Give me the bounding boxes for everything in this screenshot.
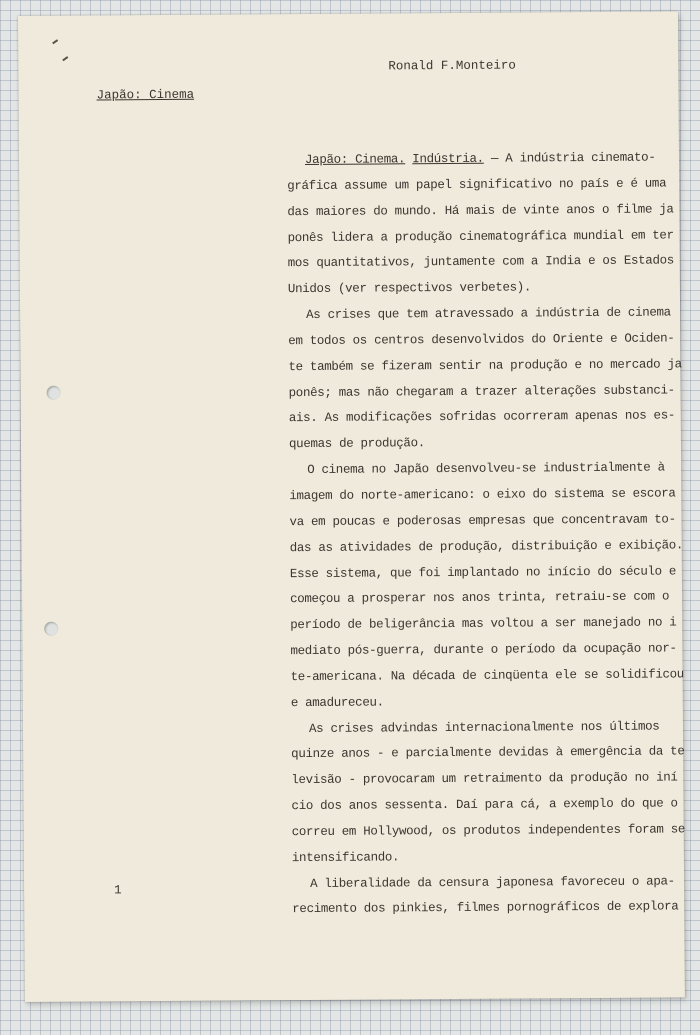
text-line: As crises advindas internacionalmente nos últimos — [308, 719, 660, 736]
text-line: quinze anos - e parcialmente devidas à emergência da te — [291, 744, 685, 762]
paragraph — [288, 301, 682, 459]
text-line: te-americana. Na década de cinqüenta ele se solidificou — [290, 667, 684, 684]
paragraph — [289, 456, 684, 717]
text-line: ais. As modificações sofridas ocorreram apenas nos es- — [288, 408, 676, 426]
text-line: intensificando. — [291, 850, 400, 865]
text-line: O cinema no Japão desenvolveu-se industrialmente à — [307, 460, 665, 478]
text-line: gráfica assume um papel significativo no país e é uma — [287, 176, 667, 193]
text-line: das as atividades de produção, distribuição e exibição. — [289, 538, 684, 555]
text-line: Esse sistema, que foi implantado no início do século e — [289, 563, 677, 581]
text-line: começou a prosperar nos anos trinta, retraiu-se com o — [290, 589, 670, 607]
text-line: em todos os centros desenvolvidos do Oriente e Ociden- — [288, 331, 675, 349]
text-line: correu em Hollywood, os produtos independentes foram se — [291, 822, 686, 840]
text-line: levisão - provocaram um retraimento da produção no iní — [291, 770, 678, 788]
page-number: 1 — [114, 883, 122, 898]
heading-dash: — — [490, 151, 499, 166]
punch-hole — [47, 386, 61, 400]
text-line: Unidos (ver respectivos verbetes). — [287, 280, 532, 297]
text-line: recimento dos pinkies, filmes pornográficos de explora — [292, 899, 679, 917]
text-line: As crises que tem atravessado a indústria de cinema — [306, 305, 671, 323]
text-line: das maiores do mundo. Há mais de vinte anos o filme ja — [287, 202, 674, 219]
text-line: ponês lidera a produção cinematográfica mundial em ter — [287, 227, 674, 245]
text-line: e amadureceu. — [290, 695, 384, 710]
paragraph — [291, 714, 686, 872]
pencil-mark — [52, 39, 58, 44]
text-line: A indústria cinemato- — [505, 150, 656, 166]
text-line: imagem do norte-americano: o eixo do sistema se escora — [289, 486, 676, 504]
text-line: mediato pós-guerra, durante o período da ocupação nor- — [290, 641, 677, 659]
document-body — [287, 146, 686, 924]
heading-topic: Japão: Cinema. — [304, 152, 406, 167]
text-line: quemas de produção. — [288, 436, 425, 452]
heading-line — [287, 146, 655, 174]
text-line: A liberalidade da censura japonesa favoreceu o apa- — [310, 874, 675, 891]
pencil-mark — [62, 56, 68, 61]
subject-title: Japão: Cinema — [96, 87, 195, 103]
paragraph — [287, 146, 674, 304]
text-line: cio dos anos sessenta. Daí para cá, a exemplo do que o — [291, 796, 678, 814]
author-name: Ronald F.Monteiro — [388, 58, 516, 74]
paragraph — [292, 869, 679, 923]
text-line: ponês; mas não chegaram a trazer alterações substanci- — [288, 383, 675, 400]
punch-hole — [44, 622, 58, 636]
text-line: mos quantitativos, juntamente com a India e os Estados — [287, 253, 674, 271]
heading-subtopic: Indústria. — [412, 151, 484, 167]
paper-sheet — [18, 11, 685, 1002]
text-line: período de beligerância mas voltou a ser manejado no i — [290, 615, 677, 633]
text-line: te também se fizeram sentir na produção e no mercado ja — [288, 357, 682, 374]
text-line: va em poucas e poderosas empresas que concentravam to- — [289, 512, 676, 529]
